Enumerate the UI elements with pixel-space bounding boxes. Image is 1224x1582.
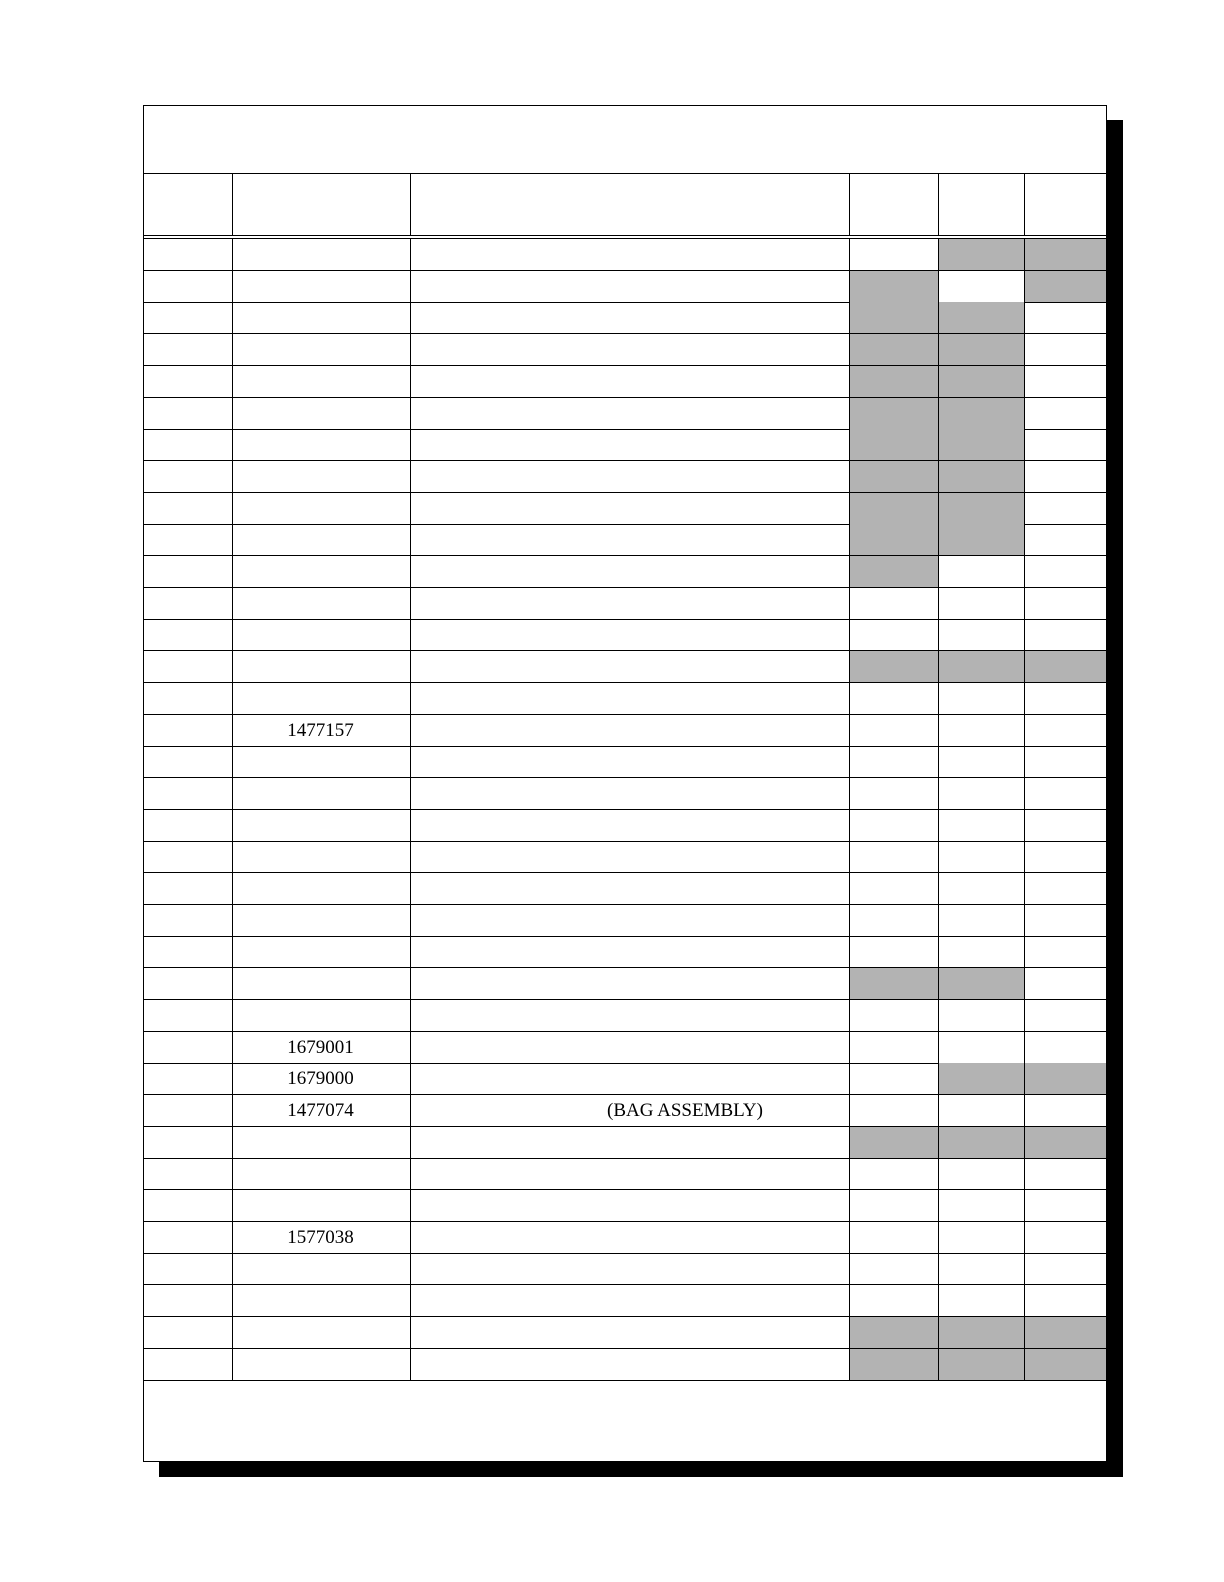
col-b-cell — [939, 810, 1025, 841]
item-cell — [144, 715, 233, 746]
col-b-cell — [939, 873, 1025, 904]
description-cell — [411, 841, 850, 872]
description-text: (BAG ASSEMBLY) — [607, 1100, 763, 1121]
description-cell — [411, 905, 850, 936]
description-cell — [411, 1032, 850, 1063]
part-number-cell — [233, 1285, 411, 1316]
column-header-col-b — [939, 174, 1025, 235]
description-cell — [411, 936, 850, 967]
item-cell — [144, 683, 233, 714]
description-cell — [411, 1349, 850, 1380]
col-c-cell — [1025, 778, 1106, 809]
part-number-cell — [233, 873, 411, 904]
part-number-cell — [233, 239, 411, 270]
table-row — [144, 1190, 1106, 1222]
item-cell — [144, 1095, 233, 1126]
table-row — [144, 619, 1106, 651]
description-cell — [411, 619, 850, 650]
col-a-cell — [850, 619, 939, 650]
col-c-cell — [1025, 841, 1106, 872]
part-number-cell — [233, 841, 411, 872]
table-row — [144, 1032, 1106, 1064]
part-number-cell — [233, 1127, 411, 1158]
description-cell — [411, 493, 850, 524]
column-header-item — [144, 174, 233, 235]
col-c-cell — [1025, 873, 1106, 904]
col-c-cell — [1025, 619, 1106, 650]
col-b-cell — [939, 524, 1025, 555]
item-cell — [144, 493, 233, 524]
part-number-cell — [233, 334, 411, 365]
table-row — [144, 905, 1106, 937]
description-cell — [411, 1285, 850, 1316]
col-b-cell — [939, 1158, 1025, 1189]
item-cell — [144, 619, 233, 650]
table-row — [144, 1127, 1106, 1159]
item-cell — [144, 1032, 233, 1063]
description-cell — [411, 873, 850, 904]
part-number-cell — [233, 936, 411, 967]
item-cell — [144, 873, 233, 904]
table-row — [144, 1095, 1106, 1127]
col-a-cell — [850, 1158, 939, 1189]
col-c-cell — [1025, 461, 1106, 492]
col-b-cell — [939, 1285, 1025, 1316]
table-row — [144, 683, 1106, 715]
col-a-cell — [850, 905, 939, 936]
description-cell — [411, 810, 850, 841]
table-row — [144, 1253, 1106, 1285]
col-c-cell — [1025, 239, 1106, 270]
col-a-cell — [850, 968, 939, 999]
col-c-cell — [1025, 1349, 1106, 1380]
description-cell — [411, 302, 850, 333]
col-b-cell — [939, 1032, 1025, 1063]
col-b-cell — [939, 968, 1025, 999]
col-a-cell — [850, 810, 939, 841]
description-cell — [411, 651, 850, 682]
description-cell — [411, 968, 850, 999]
item-cell — [144, 524, 233, 555]
item-cell — [144, 556, 233, 587]
col-c-cell — [1025, 1158, 1106, 1189]
col-c-cell — [1025, 1063, 1106, 1094]
col-a-cell — [850, 1190, 939, 1221]
col-a-cell — [850, 1032, 939, 1063]
item-cell — [144, 905, 233, 936]
col-c-cell — [1025, 968, 1106, 999]
part-number-cell — [233, 588, 411, 619]
col-c-cell — [1025, 366, 1106, 397]
description-cell — [411, 366, 850, 397]
col-b-cell — [939, 715, 1025, 746]
table-row — [144, 398, 1106, 430]
col-c-cell — [1025, 271, 1106, 302]
col-b-cell — [939, 746, 1025, 777]
part-number-cell — [233, 778, 411, 809]
description-cell — [411, 1253, 850, 1284]
description-cell — [411, 239, 850, 270]
col-b-cell — [939, 429, 1025, 460]
item-cell — [144, 1317, 233, 1348]
col-c-cell — [1025, 810, 1106, 841]
part-number-cell — [233, 651, 411, 682]
item-cell — [144, 239, 233, 270]
item-cell — [144, 1190, 233, 1221]
table-row — [144, 1317, 1106, 1349]
description-cell — [411, 1222, 850, 1253]
description-cell — [411, 271, 850, 302]
part-number-cell — [233, 556, 411, 587]
col-a-cell — [850, 1253, 939, 1284]
col-a-cell — [850, 936, 939, 967]
table-row — [144, 1349, 1106, 1381]
col-a-cell — [850, 398, 939, 429]
col-a-cell — [850, 1000, 939, 1031]
table-row — [144, 873, 1106, 905]
col-b-cell — [939, 778, 1025, 809]
col-c-cell — [1025, 524, 1106, 555]
part-number-cell — [233, 1253, 411, 1284]
part-number-cell — [233, 1349, 411, 1380]
description-cell — [411, 334, 850, 365]
col-b-cell — [939, 1222, 1025, 1253]
description-cell — [411, 461, 850, 492]
item-cell — [144, 1222, 233, 1253]
item-cell — [144, 1253, 233, 1284]
col-a-cell — [850, 715, 939, 746]
col-b-cell — [939, 1000, 1025, 1031]
col-a-cell — [850, 429, 939, 460]
col-c-cell — [1025, 556, 1106, 587]
col-a-cell — [850, 746, 939, 777]
col-b-cell — [939, 493, 1025, 524]
part-number-cell — [233, 271, 411, 302]
table-row — [144, 746, 1106, 778]
item-cell — [144, 334, 233, 365]
item-cell — [144, 810, 233, 841]
column-header-part-number — [233, 174, 411, 235]
table-row — [144, 841, 1106, 873]
col-a-cell — [850, 1222, 939, 1253]
item-cell — [144, 968, 233, 999]
col-b-cell — [939, 1190, 1025, 1221]
col-c-cell — [1025, 1222, 1106, 1253]
col-a-cell — [850, 651, 939, 682]
description-cell — [411, 556, 850, 587]
col-b-cell — [939, 302, 1025, 333]
col-b-cell — [939, 366, 1025, 397]
description-cell — [411, 683, 850, 714]
col-b-cell — [939, 619, 1025, 650]
table-row — [144, 524, 1106, 556]
table-row — [144, 651, 1106, 683]
col-a-cell — [850, 1317, 939, 1348]
col-c-cell — [1025, 429, 1106, 460]
description-cell — [411, 429, 850, 460]
description-cell — [411, 746, 850, 777]
part-number-cell — [233, 905, 411, 936]
table-row — [144, 366, 1106, 398]
description-cell — [411, 1063, 850, 1094]
col-c-cell — [1025, 1095, 1106, 1126]
col-a-cell — [850, 1063, 939, 1094]
col-b-cell — [939, 588, 1025, 619]
part-number-cell — [233, 1317, 411, 1348]
col-b-cell — [939, 556, 1025, 587]
table-row — [144, 588, 1106, 620]
part-number-cell — [233, 429, 411, 460]
col-c-cell — [1025, 905, 1106, 936]
col-a-cell — [850, 493, 939, 524]
item-cell — [144, 746, 233, 777]
part-number-cell: 1477074 — [233, 1095, 411, 1126]
col-b-cell — [939, 1349, 1025, 1380]
part-number-cell — [233, 398, 411, 429]
table-row — [144, 715, 1106, 747]
item-cell — [144, 651, 233, 682]
part-number-cell — [233, 524, 411, 555]
item-cell — [144, 588, 233, 619]
col-c-cell — [1025, 683, 1106, 714]
col-b-cell — [939, 841, 1025, 872]
table-row — [144, 1000, 1106, 1032]
col-c-cell — [1025, 302, 1106, 333]
item-cell — [144, 398, 233, 429]
col-c-cell — [1025, 334, 1106, 365]
part-number-cell — [233, 619, 411, 650]
table-row — [144, 1158, 1106, 1190]
col-a-cell — [850, 461, 939, 492]
col-a-cell — [850, 239, 939, 270]
item-cell — [144, 1063, 233, 1094]
description-cell — [411, 1127, 850, 1158]
table-row — [144, 271, 1106, 303]
col-b-cell — [939, 683, 1025, 714]
part-number-cell — [233, 1000, 411, 1031]
part-number-cell — [233, 302, 411, 333]
item-cell — [144, 841, 233, 872]
col-b-cell — [939, 461, 1025, 492]
col-a-cell — [850, 366, 939, 397]
table-row — [144, 239, 1106, 271]
col-c-cell — [1025, 398, 1106, 429]
col-b-cell — [939, 239, 1025, 270]
item-cell — [144, 1127, 233, 1158]
col-b-cell — [939, 936, 1025, 967]
col-c-cell — [1025, 1190, 1106, 1221]
table-row — [144, 968, 1106, 1000]
table-row — [144, 302, 1106, 334]
col-a-cell — [850, 524, 939, 555]
col-a-cell — [850, 271, 939, 302]
item-cell — [144, 936, 233, 967]
col-b-cell — [939, 398, 1025, 429]
description-cell — [411, 398, 850, 429]
part-number-cell — [233, 493, 411, 524]
col-b-cell — [939, 1127, 1025, 1158]
table-row — [144, 429, 1106, 461]
table-row — [144, 461, 1106, 493]
part-number-cell — [233, 461, 411, 492]
description-cell — [411, 715, 850, 746]
part-number-cell — [233, 746, 411, 777]
table-row — [144, 334, 1106, 366]
part-number-cell: 1679000 — [233, 1063, 411, 1094]
col-c-cell — [1025, 1032, 1106, 1063]
part-number-cell — [233, 810, 411, 841]
description-cell — [411, 588, 850, 619]
item-cell — [144, 429, 233, 460]
part-number-cell: 1477157 — [233, 715, 411, 746]
item-cell — [144, 302, 233, 333]
col-a-cell — [850, 1285, 939, 1316]
col-a-cell — [850, 1349, 939, 1380]
table-row — [144, 1063, 1106, 1095]
item-cell — [144, 1285, 233, 1316]
col-b-cell — [939, 1095, 1025, 1126]
col-a-cell — [850, 778, 939, 809]
col-b-cell — [939, 1253, 1025, 1284]
description-cell — [411, 1190, 850, 1221]
item-cell — [144, 1158, 233, 1189]
col-a-cell — [850, 1095, 939, 1126]
col-c-cell — [1025, 1000, 1106, 1031]
form-header — [144, 106, 1106, 174]
col-c-cell — [1025, 1253, 1106, 1284]
col-c-cell — [1025, 1285, 1106, 1316]
col-b-cell — [939, 271, 1025, 302]
column-header-col-c — [1025, 174, 1106, 235]
table-row — [144, 1222, 1106, 1254]
parts-list-form — [143, 105, 1107, 1462]
col-a-cell — [850, 556, 939, 587]
table-row — [144, 778, 1106, 810]
description-cell — [411, 1158, 850, 1189]
part-number-cell: 1577038 — [233, 1222, 411, 1253]
col-b-cell — [939, 651, 1025, 682]
column-header-description — [411, 174, 850, 235]
part-number-cell — [233, 683, 411, 714]
table-row — [144, 810, 1106, 842]
col-a-cell — [850, 683, 939, 714]
part-number-cell — [233, 366, 411, 397]
item-cell — [144, 1000, 233, 1031]
col-a-cell — [850, 588, 939, 619]
description-cell — [411, 778, 850, 809]
table-row — [144, 556, 1106, 588]
table-row — [144, 936, 1106, 968]
item-cell — [144, 366, 233, 397]
col-c-cell — [1025, 493, 1106, 524]
item-cell — [144, 778, 233, 809]
col-c-cell — [1025, 651, 1106, 682]
col-c-cell — [1025, 936, 1106, 967]
table-row — [144, 493, 1106, 525]
col-c-cell — [1025, 746, 1106, 777]
header-rule-top — [144, 235, 1106, 236]
item-cell — [144, 271, 233, 302]
description-cell — [411, 1317, 850, 1348]
part-number-cell: 1679001 — [233, 1032, 411, 1063]
col-c-cell — [1025, 588, 1106, 619]
col-a-cell — [850, 334, 939, 365]
part-number-cell — [233, 968, 411, 999]
col-a-cell — [850, 1127, 939, 1158]
description-cell — [411, 1095, 850, 1126]
item-cell — [144, 461, 233, 492]
col-c-cell — [1025, 1127, 1106, 1158]
col-b-cell — [939, 1063, 1025, 1094]
part-number-cell — [233, 1158, 411, 1189]
col-c-cell — [1025, 715, 1106, 746]
col-b-cell — [939, 1317, 1025, 1348]
description-cell — [411, 1000, 850, 1031]
col-b-cell — [939, 905, 1025, 936]
col-a-cell — [850, 302, 939, 333]
col-b-cell — [939, 334, 1025, 365]
table-row — [144, 1285, 1106, 1317]
form-footer — [144, 1379, 1106, 1461]
col-c-cell — [1025, 1317, 1106, 1348]
part-number-cell — [233, 1190, 411, 1221]
col-a-cell — [850, 873, 939, 904]
description-cell — [411, 524, 850, 555]
column-header-col-a — [850, 174, 939, 235]
item-cell — [144, 1349, 233, 1380]
col-a-cell — [850, 841, 939, 872]
